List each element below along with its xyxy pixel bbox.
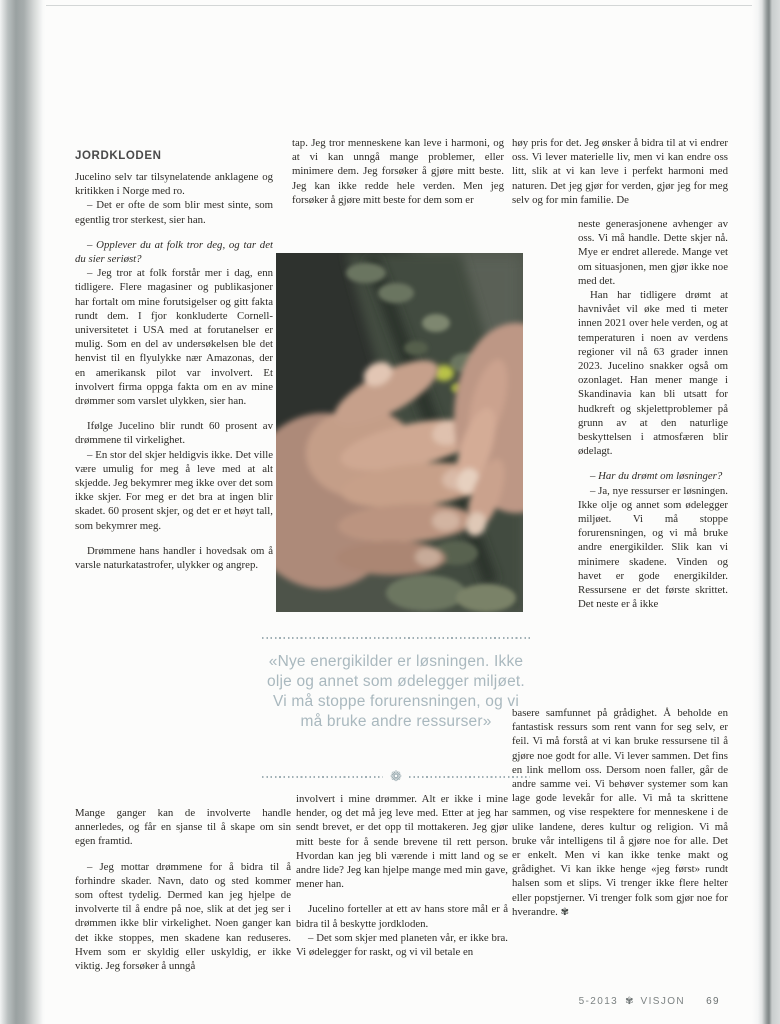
footer-magazine-name: VISJON <box>640 996 686 1007</box>
footer-issue: 5-2013 <box>578 996 619 1007</box>
left-column <box>75 170 273 806</box>
article-end-ornament-icon: ✾ <box>560 906 569 918</box>
body-paragraph: – Ja, nye ressurser er løsningen. Ikke olje og annet som ødelegger miljøet. Vi må stoppe forurensningen, og vi må bruke andre energikilder. Slik kan vi minimere skadene. Vinden og havet er gode energikilder. Ressursene er det første skrittet. Det neste er å ikke <box>578 484 728 611</box>
body-paragraph: – Jeg tror at folk forstår mer i dag, enn tidligere. Flere magasiner og publikasjoner har fortalt om mine forutsigelser og gitt fakta rundt dem. I fjor konkluderte Cornell-universitetet i USA med at forutanelser er mulig. Som en del av undersøkelsen ble det henvist til en flyulykke nær Amazonas, der en amerikansk pilot var involvert. Et involvert firma oppga fakta om en av mine drømmer som varslet ulykken, sier han. <box>75 267 273 408</box>
photo-hands-on-tree <box>276 253 523 612</box>
body-paragraph: involvert i mine drømmer. Alt er ikke i mine hender, og det må jeg leve med. Etter at jeg har sendt brevet, er det opp til mottakeren. Jeg gjør mitt beste for å sende brevene til rett person. Hvordan kan jeg bli værende i mitt land og se andre lide? Jeg kan hjelpe mange med min gave, mener han. <box>296 793 508 891</box>
flower-ornament-icon: ❁ <box>390 769 402 785</box>
dotted-rule-segment <box>262 776 383 778</box>
body-paragraph <box>512 706 728 920</box>
right-column-top <box>512 136 728 216</box>
body-paragraph: tap. Jeg tror menneskene kan leve i harmoni, og at vi kan unngå mange problemer, eller minimere dem. Jeg forsøker å gjøre mitt beste. Jeg kan ikke redde hele verden. Men jeg forsøker å gjøre mitt beste for dem som er <box>292 137 504 206</box>
page-footer <box>0 996 752 1007</box>
body-paragraph: Mange ganger kan de involverte handle annerledes, og får en sjanse til å skape om sin egen framtid. <box>75 807 291 848</box>
body-paragraph: – En stor del skjer heldigvis ikke. Det ville være umulig for meg å leve med at alt skjedde. Jeg bekymrer meg ikke over det som ikke skjer. For meg er det bra at ingen blir skadet. 60 prosent skjer, og det er et høyt tall, som bekymrer meg. <box>75 448 273 532</box>
body-paragraph: Ifølge Jucelino blir rundt 60 prosent av drømmene til virkelighet. <box>75 420 273 447</box>
pull-quote: «Nye energikilder er løsningen. Ikke olje og annet som ødelegger miljøet. Vi må stoppe forurensningen, og vi må bruke andre ressurser» <box>267 653 525 730</box>
flower-ornament-icon: ✾ <box>625 996 634 1007</box>
body-paragraph: høy pris for det. Jeg ønsker å bidra til at vi endrer oss. Vi lever materielle liv, men vi kan endre oss litt, slik at vi kan leve i perfekt harmoni med naturen. Det jeg gjør for verden, gjør jeg for meg selv og for min familie. De <box>512 137 728 206</box>
interview-question: – Opplever du at folk tror deg, og tar det du sier seriøst? <box>75 238 273 266</box>
footer-page-number: 69 <box>706 996 720 1007</box>
middle-column-bottom <box>296 792 508 1018</box>
dotted-rule-bottom <box>262 770 530 784</box>
scan-edge-top <box>46 5 752 6</box>
right-column-narrow <box>578 217 728 703</box>
right-column-wide <box>512 706 728 1006</box>
scan-edge-right <box>752 0 780 1024</box>
body-paragraph: Jucelino forteller at ett av hans store mål er å bidra til å beskytte jordkloden. <box>296 903 508 930</box>
left-column-wide <box>75 806 291 1006</box>
body-paragraph: – Det er ofte de som blir mest sinte, som egentlig tror sterkest, sier han. <box>75 199 273 226</box>
scan-edge-left <box>0 0 46 1024</box>
dotted-rule-top <box>262 637 530 639</box>
paragraph-text: basere samfunnet på grådighet. Å beholde en fantastisk ressurs som rent vann for seg selv, er feil. Vi må forstå at vi kan bruke ressursene til å gjøre noe godt for alle. Vi lever sammen. Det fins en link mellom oss. Dersom noen faller, går de andre samme vei. Vi behøver systemer som kan lage gode levekår for alle. Vi må ta skrittene sammen, og vise respektere for menneskene i de ulike landene, deres kultur og religion. Vi må bruke vår intelligens til å gjøre noe for alle. Det er enkelt. Men vi kan ikke tenke makt og grådighet. Vi kan ikke henge «jeg først» rundt halsen som et slips. Vi trenger ikke flere helter eller popstjerner. Vi trenger folk som gjør noe for hverandre. <box>512 707 728 918</box>
body-paragraph: – Jeg mottar drømmene for å bidra til å forhindre skader. Navn, dato og sted kommer som oftest tydelig. Dermed kan jeg hjelpe de involverte til å endre på noe, slik at det jeg ser i drømmen ikke blir virkelighet. Noen ganger kan det ikke stoppes, men skadene kan reduseres. Hvem som er skyldig eller uskyldig, er ikke viktig. Jeg forsøker å unngå <box>75 860 291 973</box>
body-paragraph: – Det som skjer med planeten vår, er ikke bra. Vi ødelegger for raskt, og vi vil betale en <box>296 931 508 959</box>
body-paragraph: Drømmene hans handler i hovedsak om å varsle naturkatastrofer, ulykker og angrep. <box>75 544 273 572</box>
interview-question: – Har du drømt om løsninger? <box>590 470 723 483</box>
article-heading: JORDKLODEN <box>75 150 162 162</box>
body-paragraph: Han har tidligere drømt at havnivået vil øke med ti meter innen 2021 over hele verden, og at temperaturen i noen av verdens regioner vil nå 63 grader innen 2023. Jucelino snakker også om ozonlaget. Han mener mange i Skandinavia kan bli utsatt for hudkreft og skjelettproblemer på grunn av at den naturlige beskyttelsen i atmosfæren blir ødelagt. <box>578 289 728 458</box>
body-paragraph: Jucelino selv tar tilsynelatende anklagene og kritikken i Norge med ro. <box>75 171 273 198</box>
middle-column-top <box>292 136 504 218</box>
body-paragraph: neste generasjonene avhenger av oss. Vi må handle. Dette skjer nå. Mye er endret allerede. Mange vet om situasjonen, men gjør ikke noe med det. <box>578 218 728 287</box>
photo-illustration <box>276 253 523 612</box>
